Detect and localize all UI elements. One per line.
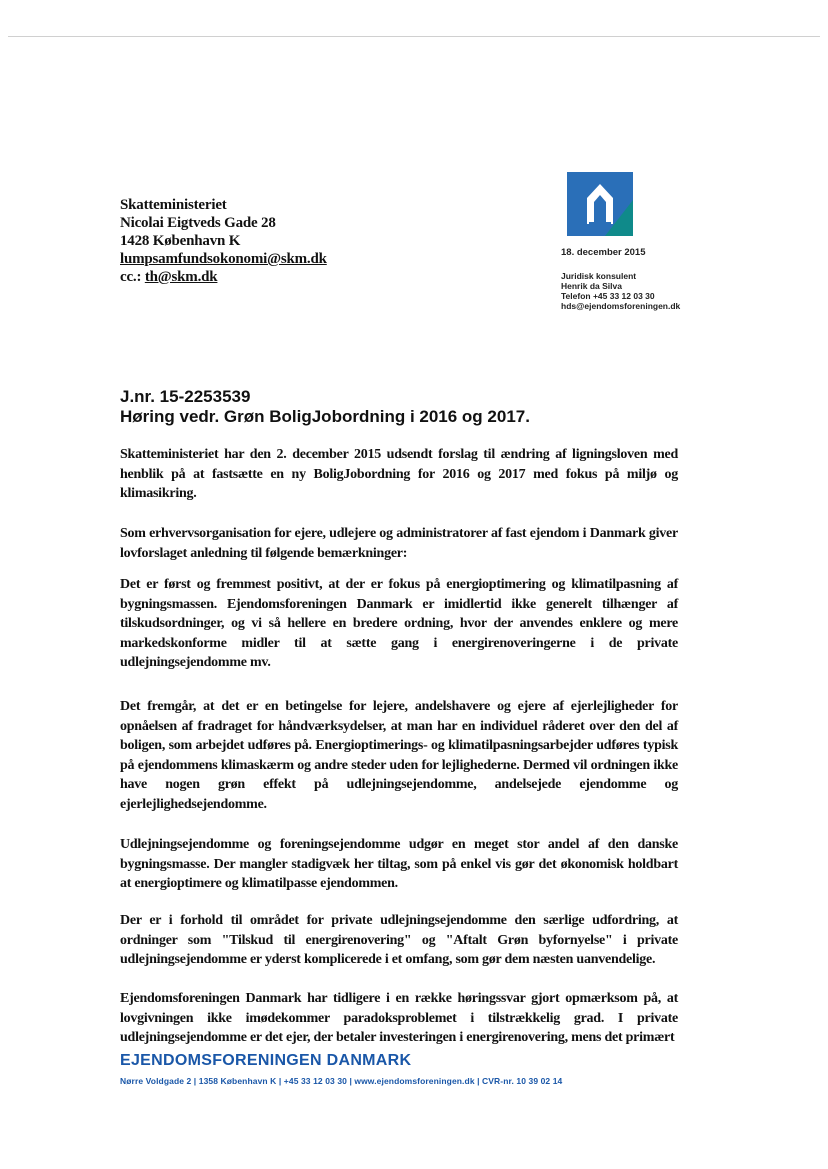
- case-number: J.nr. 15-2253539: [120, 387, 251, 406]
- letter-heading: [120, 387, 530, 427]
- cc-label: cc.:: [120, 269, 145, 285]
- recipient-address: [120, 196, 327, 286]
- paragraph-1: Skatteministeriet har den 2. december 2015 udsendt forslag til ændring af ligningsloven med henblik på at fastsætte en ny BoligJobordning for 2016 og 2017 med fokus på miljø og klimasikring.: [120, 447, 678, 501]
- sender-block: [561, 247, 680, 311]
- recipient-street: Nicolai Eigtveds Gade 28: [120, 215, 276, 231]
- top-rule: [8, 36, 820, 37]
- letter-date: 18. december 2015: [561, 247, 646, 258]
- recipient-name: Skatteministeriet: [120, 197, 227, 213]
- paragraph-5: Udlejningsejendomme og foreningsejendomme udgør en meget stor andel af den danske bygningsmasse. Der mangler stadigvæk her tiltag, som på enkel vis gør det økonomisk holdbart at energioptimere og klimatilpasse ejendommen.: [120, 837, 678, 891]
- paragraph-7: Ejendomsforeningen Danmark har tidligere i en række høringssvar gjort opmærksom på, at lovgivningen ikke imødekommer paradoksproblemet i tilstrækkelig grad. I private udlejningsejendomme er det ejer, der betaler investeringen i energirenovering, mens det primært: [120, 991, 678, 1045]
- recipient-email-link[interactable]: lumpsamfundsokonomi@skm.dk: [120, 251, 327, 267]
- footer-address: Nørre Voldgade 2 | 1358 København K | +45 33 12 03 30 | www.ejendomsforeningen.dk | CVR-nr. 10 39 02 14: [120, 1076, 563, 1086]
- paragraph-2: Som erhvervsorganisation for ejere, udlejere og administratorer af fast ejendom i Danmark giver lovforslaget anledning til følgende bemærkninger:: [120, 526, 678, 561]
- house-logo-icon: [567, 172, 633, 236]
- paragraph-4: Det fremgår, at det er en betingelse for lejere, andelshavere og ejere af ejerlejligheder for opnåelsen af fradraget for håndværksydelser, at man har en individuel råderet over den del af boligen, som arbejdet udføres på. Energioptimerings- og klimatilpasningsarbejder udføres typisk på ejendommens klimaskærm og andre steder uden for lejlighederne. Dermed vil ordningen ikke have nogen grøn effekt på udlejningsejendomme, andelsejede ejendomme og ejerlejlighedsejendomme.: [120, 699, 678, 812]
- sender-phone: Telefon +45 33 12 03 30: [561, 291, 655, 301]
- cc-email-link[interactable]: th@skm.dk: [144, 269, 218, 285]
- recipient-city: 1428 København K: [120, 233, 241, 249]
- footer-organization-name: EJENDOMSFORENINGEN DANMARK: [120, 1052, 412, 1069]
- subject-line: Høring vedr. Grøn BoligJobordning i 2016 og 2017.: [120, 407, 530, 426]
- sender-name: Henrik da Silva: [561, 281, 622, 291]
- sender-email[interactable]: hds@ejendomsforeningen.dk: [561, 301, 681, 311]
- paragraph-6: Der er i forhold til området for private udlejningsejendomme den særlige udfordring, at ordninger som "Tilskud til energirenovering" og "Aftalt Grøn byfornyelse" i private udlejningsejendomme er yderst komplicerede i et omfang, som gør dem næsten uanvendelige.: [120, 913, 678, 967]
- sender-title: Juridisk konsulent: [561, 271, 637, 281]
- paragraph-3: Det er først og fremmest positivt, at der er fokus på energioptimering og klimatilpasning af bygningsmassen. Ejendomsforeningen Danmark er imidlertid ikke generelt tilhænger af tilskudsordninger, og vi så hellere en bredere ordning, hvor der anvendes enklere og mere markedskonforme midler til at sætte gang i energirenoveringerne i de private udlejningsejendomme mv.: [120, 577, 678, 670]
